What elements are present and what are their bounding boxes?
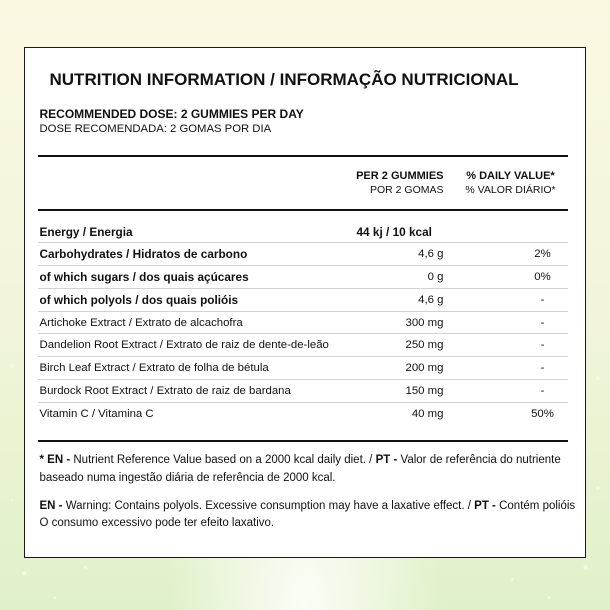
header-divider — [38, 209, 568, 211]
recommended-dose-pt: DOSE RECOMENDADA: 2 GOMAS POR DIA — [39, 123, 272, 135]
nutrient-daily-value: - — [540, 316, 545, 329]
nutrition-panel — [24, 47, 586, 558]
top-divider — [38, 155, 568, 157]
nutrient-row-artichoke — [38, 312, 568, 335]
column-header-amount-en: PER 2 GUMMIES — [356, 169, 444, 182]
nutrient-label: Birch Leaf Extract / Extrato de folha de bétula — [39, 362, 269, 374]
warning-note-pt-text-2: O consumo excessivo pode ter efeito laxativo. — [39, 517, 275, 529]
nutrient-row-birch — [38, 357, 568, 380]
nutrient-daily-value: - — [540, 384, 545, 397]
warning-note — [40, 498, 576, 533]
nutrient-daily-value: - — [540, 293, 545, 306]
column-header-daily-value — [460, 169, 562, 197]
nutrient-table — [38, 221, 568, 426]
reference-note-en-label: * EN - — [39, 454, 71, 466]
nutrient-amount: 150 mg — [405, 384, 444, 397]
bottom-divider — [38, 440, 568, 442]
reference-note-pt-label: PT - — [375, 454, 398, 466]
nutrient-row-polyols — [38, 289, 568, 312]
nutrient-amount: 250 mg — [405, 339, 444, 352]
nutrient-amount: 300 mg — [405, 316, 444, 329]
nutrient-daily-value: 50% — [531, 407, 554, 420]
nutrient-label: Dandelion Root Extract / Extrato de raiz de dente-de-leão — [39, 339, 329, 352]
column-header-amount-pt: POR 2 GOMAS — [369, 183, 444, 196]
nutrient-daily-value: 2% — [534, 248, 551, 261]
nutrient-label: of which polyols / dos quais polióis — [39, 292, 239, 307]
nutrient-amount: 200 mg — [405, 362, 444, 374]
reference-note-pt-text-1: Valor de referência do nutriente — [400, 454, 561, 466]
nutrient-row-dandelion — [38, 334, 568, 357]
recommended-dose — [40, 107, 304, 137]
nutrient-label: Carbohydrates / Hidratos de carbono — [39, 247, 248, 262]
warning-note-pt-label: PT - — [474, 499, 496, 512]
nutrient-amount: 4,6 g — [418, 293, 444, 306]
nutrient-label: Artichoke Extract / Extrato de alcachofra — [39, 316, 243, 329]
nutrient-amount: 4,6 g — [418, 248, 444, 261]
reference-value-note — [40, 452, 561, 487]
nutrient-amount: 40 mg — [411, 407, 444, 420]
reference-value-note-line-1 — [40, 452, 561, 470]
nutrient-row-sugars — [38, 266, 568, 289]
nutrient-label: Energy / Energia — [39, 224, 133, 239]
warning-note-line-1 — [40, 498, 576, 516]
panel-title: NUTRITION INFORMATION / INFORMAÇÃO NUTRICIONAL — [49, 69, 519, 89]
reference-note-pt-text-2: baseado numa ingestão diária de referência de 2000 kcal. — [39, 471, 336, 484]
nutrient-amount: 0 g — [427, 271, 444, 283]
column-header-daily-value-pt: % VALOR DIÁRIO* — [465, 183, 556, 196]
nutrient-daily-value: 0% — [534, 271, 551, 283]
warning-note-en-text: Warning: Contains polyols. Excessive consumption may have a laxative effect. / — [65, 499, 471, 512]
nutrient-row-vitamin-c — [38, 403, 568, 426]
nutrient-daily-value: - — [540, 339, 545, 352]
nutrient-label: Vitamin C / Vitamina C — [39, 407, 154, 420]
nutrient-row-energy — [38, 221, 568, 244]
warning-note-pt-text-1: Contém polióis — [499, 499, 576, 512]
nutrient-row-carbohydrates — [38, 243, 568, 266]
nutrient-row-burdock — [38, 380, 568, 403]
recommended-dose-en: RECOMMENDED DOSE: 2 GUMMIES PER DAY — [39, 107, 304, 121]
warning-note-en-label: EN - — [39, 499, 63, 512]
nutrient-amount: 44 kj / 10 kcal — [356, 224, 432, 239]
nutrient-label: Burdock Root Extract / Extrato de raiz de bardana — [39, 384, 291, 397]
nutrient-daily-value: - — [540, 362, 545, 374]
reference-note-en-text: Nutrient Reference Value based on a 2000 kcal daily diet. / — [73, 454, 373, 466]
nutrient-label: of which sugars / dos quais açúcares — [39, 270, 249, 284]
column-header-amount — [300, 169, 444, 197]
column-header-daily-value-en: % DAILY VALUE* — [466, 169, 555, 182]
